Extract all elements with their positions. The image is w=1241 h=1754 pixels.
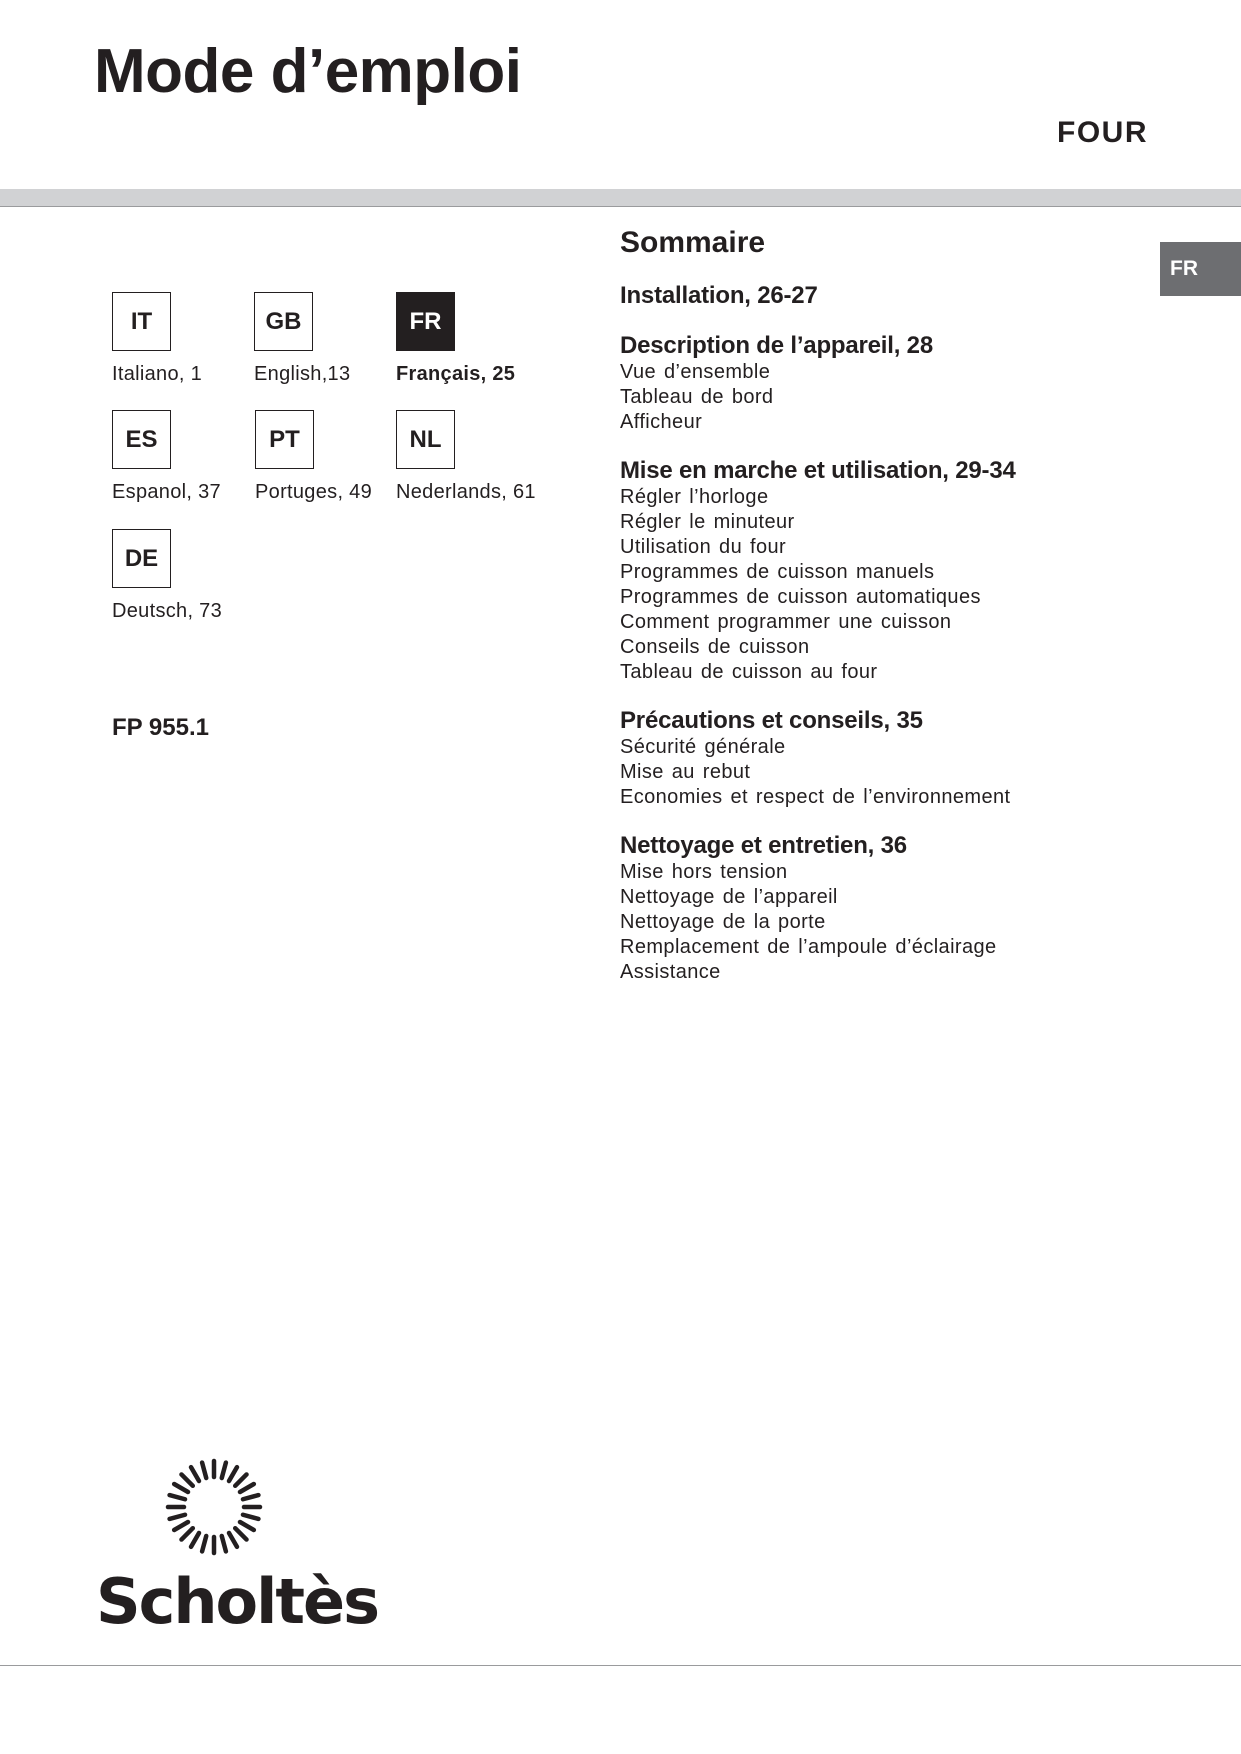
toc-heading[interactable]: Mise en marche et utilisation, 29-34: [620, 457, 1016, 484]
language-item-nl[interactable]: [396, 410, 546, 504]
sun-burst-icon: [96, 1455, 336, 1565]
model-number: FP 955.1: [112, 714, 209, 741]
sun-ray: [222, 1536, 226, 1551]
brand-name: Scholtès: [96, 1565, 378, 1638]
page-title: Mode d’emploi: [94, 37, 522, 106]
toc-item[interactable]: Régler l’horloge: [620, 486, 769, 508]
language-label: Portuges, 49: [255, 481, 373, 503]
language-code-box: PT: [255, 410, 314, 469]
footer-divider: [0, 1665, 1241, 1666]
language-item-fr[interactable]: [396, 292, 546, 386]
language-code-box: IT: [112, 292, 171, 351]
toc-item[interactable]: Afficheur: [620, 411, 703, 433]
toc-item[interactable]: Régler le minuteur: [620, 511, 795, 533]
header-divider: [0, 206, 1241, 207]
language-item-gb[interactable]: [254, 292, 404, 386]
sun-ray: [222, 1463, 226, 1478]
sun-ray: [235, 1528, 246, 1539]
sun-ray: [235, 1474, 246, 1485]
toc-item[interactable]: Mise au rebut: [620, 761, 751, 783]
toc-heading[interactable]: Précautions et conseils, 35: [620, 707, 923, 734]
toc-item-list: [620, 735, 1220, 810]
sun-ray: [174, 1484, 188, 1492]
language-code-box: GB: [254, 292, 313, 351]
toc-item[interactable]: Nettoyage de la porte: [620, 911, 826, 933]
sun-ray: [229, 1533, 237, 1547]
sun-ray: [170, 1495, 185, 1499]
language-label: Italiano, 1: [112, 363, 203, 385]
language-code-box: NL: [396, 410, 455, 469]
sun-ray: [243, 1515, 258, 1519]
toc-item[interactable]: Tableau de cuisson au four: [620, 661, 878, 683]
sun-ray: [229, 1467, 237, 1481]
sun-ray: [202, 1536, 206, 1551]
toc-item[interactable]: Assistance: [620, 961, 721, 983]
toc-item[interactable]: Comment programmer une cuisson: [620, 611, 952, 633]
toc-item[interactable]: Remplacement de l’ampoule d’éclairage: [620, 936, 997, 958]
language-item-de[interactable]: [112, 529, 262, 623]
toc-item[interactable]: Economies et respect de l’environnement: [620, 786, 1011, 808]
sun-ray: [170, 1515, 185, 1519]
toc-item[interactable]: Programmes de cuisson automatiques: [620, 586, 981, 608]
toc-title: Sommaire: [620, 226, 766, 259]
language-item-pt[interactable]: [255, 410, 405, 504]
toc-section-installation: [620, 282, 1220, 310]
language-code-box: FR: [396, 292, 455, 351]
toc-item-list: [620, 360, 1220, 435]
language-side-tab: FR: [1160, 242, 1241, 296]
language-item-es[interactable]: [112, 410, 262, 504]
language-label: English,13: [254, 363, 351, 385]
toc-section-utilisation: [620, 457, 1220, 685]
language-code-box: ES: [112, 410, 171, 469]
sun-ray: [191, 1467, 199, 1481]
toc-item[interactable]: Nettoyage de l’appareil: [620, 886, 838, 908]
toc-item[interactable]: Mise hors tension: [620, 861, 788, 883]
header-band: [0, 189, 1241, 206]
sun-ray: [174, 1522, 188, 1530]
language-label: Nederlands, 61: [396, 481, 536, 503]
sun-ray: [181, 1528, 192, 1539]
language-label: Espanol, 37: [112, 481, 221, 503]
toc-item-list: [620, 860, 1220, 985]
language-label: Français, 25: [396, 363, 516, 385]
toc-item[interactable]: Programmes de cuisson manuels: [620, 561, 935, 583]
table-of-contents: [620, 226, 1220, 1007]
toc-item[interactable]: Utilisation du four: [620, 536, 787, 558]
toc-heading[interactable]: Installation, 26-27: [620, 282, 818, 309]
product-type: FOUR: [1057, 116, 1148, 149]
language-label: Deutsch, 73: [112, 600, 223, 622]
language-item-it[interactable]: [112, 292, 262, 386]
sun-ray: [181, 1474, 192, 1485]
sun-ray: [240, 1522, 254, 1530]
sun-ray: [191, 1533, 199, 1547]
toc-item[interactable]: Vue d’ensemble: [620, 361, 771, 383]
toc-heading[interactable]: Nettoyage et entretien, 36: [620, 832, 907, 859]
language-code-box: DE: [112, 529, 171, 588]
toc-section-description: [620, 332, 1220, 435]
brand-logo: [96, 1455, 378, 1638]
toc-section-precautions: [620, 707, 1220, 810]
sun-ray: [243, 1495, 258, 1499]
toc-item[interactable]: Tableau de bord: [620, 386, 774, 408]
toc-item-list: [620, 485, 1220, 685]
toc-item[interactable]: Conseils de cuisson: [620, 636, 810, 658]
toc-section-nettoyage: [620, 832, 1220, 985]
toc-item[interactable]: Sécurité générale: [620, 736, 786, 758]
sun-ray: [202, 1463, 206, 1478]
sun-ray: [240, 1484, 254, 1492]
toc-heading[interactable]: Description de l’appareil, 28: [620, 332, 933, 359]
